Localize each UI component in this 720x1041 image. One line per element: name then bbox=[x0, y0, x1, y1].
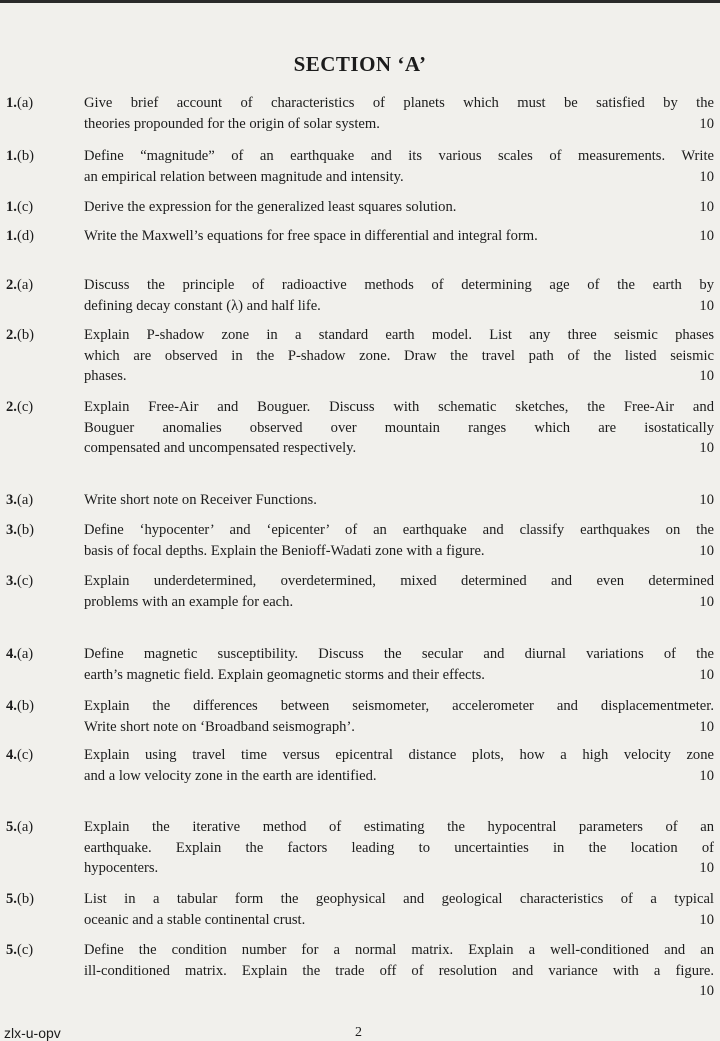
question-text bbox=[84, 571, 714, 612]
question-line: earth’s magnetic field. Explain geomagnetic storms and their effects. bbox=[84, 666, 485, 683]
marks: 10 bbox=[699, 492, 714, 508]
question-text bbox=[84, 490, 714, 511]
question-number bbox=[6, 571, 76, 592]
question-number-main: 1. bbox=[6, 228, 17, 244]
question-number-sub: (a) bbox=[16, 95, 34, 111]
question-text bbox=[84, 93, 714, 134]
question-number-main: 2. bbox=[6, 277, 17, 293]
question-line: compensated and uncompensated respectively. bbox=[84, 440, 357, 456]
question-text bbox=[84, 397, 714, 459]
top-rule bbox=[0, 0, 720, 3]
question-number-sub: (a) bbox=[16, 819, 34, 835]
marks: 10 bbox=[699, 860, 714, 876]
question-line: defining decay constant (λ) and half life. bbox=[84, 297, 321, 314]
question-text bbox=[84, 696, 714, 737]
question-text bbox=[84, 275, 714, 316]
marks: 10 bbox=[699, 593, 714, 610]
question-number-main: 3. bbox=[6, 522, 17, 538]
question-line: Explain P-shadow zone in a standard earth model. List any three seismic phases bbox=[84, 327, 714, 343]
question-text bbox=[84, 889, 714, 930]
question-line: Define “magnitude” of an earthquake and its various scales of measurements. Write bbox=[84, 148, 714, 164]
question-text bbox=[84, 146, 714, 187]
marks: 10 bbox=[699, 542, 714, 559]
question-number bbox=[6, 397, 76, 418]
question-number-sub: (b) bbox=[16, 891, 34, 907]
question-number-sub: (b) bbox=[16, 327, 34, 343]
question-number bbox=[6, 325, 76, 346]
question-number-sub: (a) bbox=[16, 646, 34, 662]
marks: 10 bbox=[699, 718, 714, 735]
question-number-sub: (c) bbox=[16, 942, 34, 958]
paper-code: zlx-u-opv bbox=[4, 1025, 61, 1041]
question-number-main: 4. bbox=[6, 747, 17, 763]
marks: 10 bbox=[699, 983, 714, 999]
question-number-main: 5. bbox=[6, 891, 17, 907]
question-number bbox=[6, 817, 76, 838]
question-line: Bouguer anomalies observed over mountain ranges which are isostatically bbox=[84, 419, 714, 436]
question-line: Derive the expression for the generalized least squares solution. bbox=[84, 199, 457, 215]
marks: 10 bbox=[699, 911, 714, 928]
question-text bbox=[84, 644, 714, 685]
question-line: Define the condition number for a normal matrix. Explain a well-conditioned and an bbox=[84, 942, 714, 958]
page-number: 2 bbox=[355, 1025, 362, 1040]
question-text bbox=[84, 520, 714, 561]
question-line: Define ‘hypocenter’ and ‘epicenter’ of an earthquake and classify earthquakes on the bbox=[84, 522, 714, 538]
question-number-main: 1. bbox=[6, 148, 17, 164]
question-line: List in a tabular form the geophysical and geological characteristics of a typical bbox=[84, 891, 714, 907]
question-line: earthquake. Explain the factors leading to uncertainties in the location of bbox=[84, 839, 714, 856]
question-text bbox=[84, 817, 714, 879]
question-line: Give brief account of characteristics of planets which must be satisfied by the bbox=[84, 95, 714, 111]
question-line: Write short note on ‘Broadband seismograph’. bbox=[84, 718, 355, 735]
question-line: theories propounded for the origin of solar system. bbox=[84, 115, 380, 132]
question-number bbox=[6, 490, 76, 511]
question-line: Explain the iterative method of estimating the hypocentral parameters of an bbox=[84, 819, 714, 835]
question-number-main: 4. bbox=[6, 646, 17, 662]
question-line: hypocenters. bbox=[84, 860, 159, 876]
question-number-main: 2. bbox=[6, 399, 17, 415]
question-line: problems with an example for each. bbox=[84, 593, 294, 610]
question-line: and a low velocity zone in the earth are identified. bbox=[84, 767, 377, 784]
question-line: an empirical relation between magnitude and intensity. bbox=[84, 168, 404, 185]
question-text bbox=[84, 940, 714, 1002]
question-number bbox=[6, 940, 76, 961]
marks: 10 bbox=[699, 368, 714, 384]
question-number bbox=[6, 146, 76, 167]
question-number-main: 2. bbox=[6, 327, 17, 343]
question-number bbox=[6, 275, 76, 296]
section-title: SECTION ‘A’ bbox=[293, 52, 427, 76]
question-line: ill-conditioned matrix. Explain the trade off of resolution and variance with a figure. bbox=[84, 962, 714, 979]
question-line: Explain Free-Air and Bouguer. Discuss with schematic sketches, the Free-Air and bbox=[84, 399, 714, 415]
question-number-sub: (b) bbox=[16, 522, 34, 538]
question-number-main: 5. bbox=[6, 942, 17, 958]
marks: 10 bbox=[699, 666, 714, 683]
question-number bbox=[6, 696, 76, 717]
question-line: Define magnetic susceptibility. Discuss the secular and diurnal variations of the bbox=[84, 646, 714, 662]
question-number-sub: (d) bbox=[16, 228, 34, 244]
question-text bbox=[84, 325, 714, 387]
question-line: Discuss the principle of radioactive methods of determining age of the earth by bbox=[84, 277, 714, 293]
question-line: phases. bbox=[84, 368, 127, 384]
marks: 10 bbox=[699, 228, 714, 244]
question-number-main: 4. bbox=[6, 698, 17, 714]
question-line: oceanic and a stable continental crust. bbox=[84, 911, 306, 928]
question-number-sub: (b) bbox=[16, 148, 34, 164]
question-number bbox=[6, 889, 76, 910]
question-number-main: 5. bbox=[6, 819, 17, 835]
marks: 10 bbox=[699, 767, 714, 784]
question-number-main: 1. bbox=[6, 95, 17, 111]
question-number-sub: (b) bbox=[16, 698, 34, 714]
marks: 10 bbox=[699, 297, 714, 314]
question-number-sub: (a) bbox=[16, 277, 34, 293]
question-number bbox=[6, 93, 76, 114]
question-number-sub: (c) bbox=[16, 573, 34, 589]
question-number bbox=[6, 226, 76, 247]
question-number-main: 3. bbox=[6, 573, 17, 589]
question-number-sub: (c) bbox=[16, 199, 34, 215]
marks: 10 bbox=[699, 199, 714, 215]
question-number bbox=[6, 644, 76, 665]
marks: 10 bbox=[699, 115, 714, 132]
question-text bbox=[84, 197, 714, 218]
question-line: Write short note on Receiver Functions. bbox=[84, 492, 317, 508]
question-line: Explain using travel time versus epicentral distance plots, how a high velocity zone bbox=[84, 747, 714, 763]
question-line: basis of focal depths. Explain the Benioff-Wadati zone with a figure. bbox=[84, 542, 485, 559]
question-line: Write the Maxwell’s equations for free space in differential and integral form. bbox=[84, 228, 538, 244]
question-text bbox=[84, 226, 714, 247]
question-number-sub: (c) bbox=[16, 399, 34, 415]
question-number-main: 3. bbox=[6, 492, 17, 508]
question-number bbox=[6, 197, 76, 218]
question-number-main: 1. bbox=[6, 199, 17, 215]
question-line: Explain underdetermined, overdetermined, mixed determined and even determined bbox=[84, 573, 714, 589]
question-number bbox=[6, 520, 76, 541]
question-number-sub: (c) bbox=[16, 747, 34, 763]
question-number bbox=[6, 745, 76, 766]
marks: 10 bbox=[699, 440, 714, 456]
question-text bbox=[84, 745, 714, 786]
question-line: which are observed in the P-shadow zone. Draw the travel path of the listed seismic bbox=[84, 347, 714, 364]
question-line: Explain the differences between seismometer, accelerometer and displacementmeter. bbox=[84, 698, 714, 714]
question-number-sub: (a) bbox=[16, 492, 34, 508]
marks: 10 bbox=[699, 168, 714, 185]
